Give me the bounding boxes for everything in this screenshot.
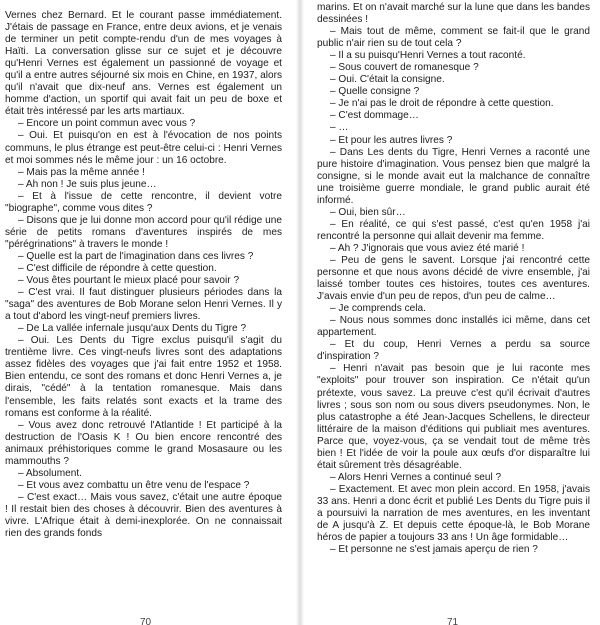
paragraph: – Vous avez donc retrouvé l'Atlantide ! Et participé à la destruction de l'Oasis K ! Ou bien encore rencontré des animaux préhistoriques comme le grand Mosasaure ou les mammouths ? (5, 419, 282, 467)
page-number-right: 71 (447, 617, 459, 625)
paragraph: – Ah ? J'ignorais que vous aviez été marié ! (330, 242, 525, 254)
paragraph: – Dans Les dents du Tigre, Henri Vernes a raconté une pure histoire d'imagination. Vous pensez bien que malgré la consigne, si le monde avait eut la malchance de connaître une troisième guerre mondiale, le grand public aurait été informé. (317, 146, 590, 206)
paragraph: – Je comprends cela. (330, 303, 426, 315)
paragraph: – Et du coup, Henri Vernes a perdu sa source d'inspiration ? (317, 339, 590, 363)
paragraph: – Nous nous sommes donc installés ici même, dans cet appartement. (317, 315, 590, 339)
paragraph: – Ah non ! Je suis plus jeune… (18, 178, 157, 190)
paragraph: – De La vallée infernale jusqu'aux Dents du Tigre ? (18, 323, 247, 335)
paragraph: – Je n'ai pas le droit de répondre à cette question. (330, 98, 554, 110)
paragraph: – C'est dommage… (330, 110, 419, 122)
paragraph: – Et personne ne s'est jamais aperçu de rien ? (330, 544, 538, 556)
page-number-left: 70 (140, 617, 152, 625)
paragraph: – Quelle consigne ? (330, 86, 420, 98)
paragraph: – … (330, 122, 349, 134)
paragraph: – Exactement. Et avec mon plein accord. En 1958, j'avais 33 ans. Henri a donc écrit et publié Les Dents du Tigre puis il a poursuivi la narration de mes aventures, en les inventant de A jusqu'à Z. Et depuis cette époque-là, le Bob Morane héros de papier a toujours 33 ans ! Un âge formidable… (317, 483, 590, 544)
paragraph: – Disons que je lui donne mon accord pour qu'il rédige une série de petits romans d'aventures inspirés de mes "pérégrinations" à travers le monde ! (5, 214, 282, 250)
paragraph: – Et pour les autres livres ? (330, 134, 453, 146)
left-page (0, 0, 299, 625)
paragraph: – C'est vrai. Il faut distinguer plusieurs périodes dans la "saga" des aventures de Bob Morane selon Henri Vernes. Il y a tout d'abord les vingt-neuf premiers livres. (5, 287, 282, 323)
paragraph: – Et à l'issue de cette rencontre, il devient votre "biographe", comme vous dites ? (5, 190, 282, 214)
paragraph: – Encore un point commun avec vous ? (18, 118, 196, 130)
paragraph: – Alors Henri Vernes a continué seul ? (330, 471, 502, 483)
paragraph: – En réalité, ce qui s'est passé, c'est qu'en 1958 j'ai rencontré la personne qui allait devenir ma femme. (317, 218, 590, 242)
paragraph: – Vous êtes pourtant le mieux placé pour savoir ? (18, 275, 240, 287)
paragraph: – Mais pas la même année ! (18, 166, 145, 178)
paragraph: – C'est exact… Mais vous savez, c'était une autre époque ! Il restait bien des choses à découvrir. Bien des aventures à vivre. L'Afrique était à demi-inexplorée. On ne connaissait rien des grands fonds (5, 491, 282, 540)
paragraph: – Peu de gens le savent. Lorsque j'ai rencontré cette personne et que nous avons décidé de vivre ensemble, j'ai laissé tomber toutes ces histoires, toutes ces aventures. J'avais envie d'un peu de repos, d'un peu de calme… (317, 254, 590, 303)
paragraph: – Oui. Et puisqu'on en est à l'évocation de nos points communs, le plus étrange est peut-être celui-ci : Henri Vernes et moi sommes nés le même jour : un 16 octobre. (5, 130, 282, 166)
paragraph: marins. Et on n'avait marché sur la lune que dans les bandes dessinées ! (317, 2, 590, 26)
paragraph: – Mais tout de même, comment se fait-il que le grand public n'air rien su de tout cela ? (317, 26, 590, 50)
paragraph: – Absolument. (18, 467, 82, 479)
paragraph: – Sous couvert de romanesque ? (330, 62, 479, 74)
paragraph: – Henri n'avait pas besoin que je lui raconte mes "exploits" pour trouver son inspiration. Ce n'était qu'un prétexte, vous savez. La preuve c'est qu'il écrivait d'autres livres ; sous son nom ou sous divers pseudonymes. Non, le plus catastrophe a été Jean-Jacques Schellens, le directeur littéraire de la maison d'éditions qui publiait mes aventures. Parce que, voyez-vous, ça se vendait tout de même très bien ! Et l'idée de voir la poule aux œufs d'or disparaître lui était sûrement très désagréable. (317, 363, 590, 471)
paragraph: – Oui. C'était la consigne. (330, 74, 445, 86)
paragraph: – C'est difficile de répondre à cette question. (18, 262, 217, 274)
paragraph: Vernes chez Bernard. Et le courant passe immédiatement. J'étais de passage en France, entre deux avions, et je venais de terminer un petit compte-rendu d'un de mes voyages à Haïti. La conversation glisse sur ce sujet et je découvre qu'Henri Vernes est également un passionné de voyage et qu'il a entre autres séjourné six mois en Chine, en 1937, alors qu'il n'avait que dix-neuf ans. Vernes est également un homme d'action, un sportif qui avait fait un peu de boxe et était très intéressé par les arts martiaux. (5, 10, 282, 118)
paragraph: – Oui. Les Dents du Tigre exclus puisqu'il s'agit du trentième livre. Ces vingt-neufs livres sont des adaptations assez fidèles des voyages que j'ai fait entre 1952 et 1958. Bien entendu, ce sont des romans et donc Henri Vernes a, je dirais, "cédé" à la tentation romanesque. Mais dans l'ensemble, les faits relatés sont exacts et la trame des romans est conforme à la réalité. (5, 335, 282, 419)
right-page (301, 0, 600, 625)
paragraph: – Et vous avez combattu un être venu de l'espace ? (18, 479, 250, 491)
paragraph: – Il a su puisqu'Henri Vernes a tout raconté. (330, 50, 526, 62)
paragraph: – Quelle est la part de l'imagination dans ces livres ? (18, 250, 254, 262)
paragraph: – Oui, bien sûr… (330, 206, 406, 218)
left-page-text (5, 10, 282, 540)
right-page-text (317, 2, 590, 556)
